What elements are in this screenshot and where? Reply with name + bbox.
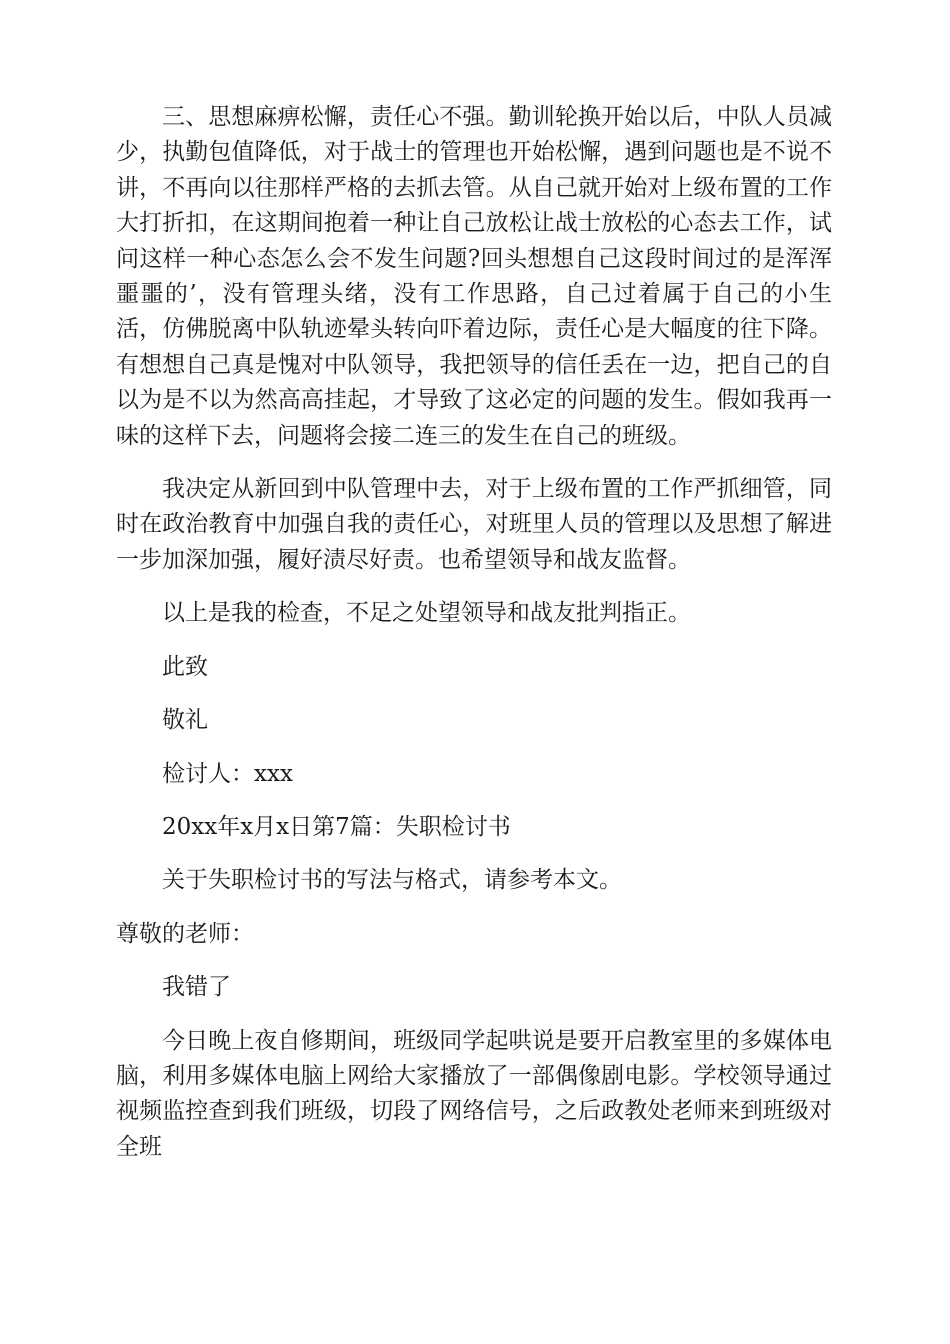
document-page (116, 100, 832, 1165)
paragraph-incident: 今日晚上夜自修期间，班级同学起哄说是要开启教室里的多媒体电脑，利用多媒体电脑上网给大家播放了一部偶像剧电影。学校领导通过视频监控查到我们班级，切段了网络信号，之后政教处老师来到班级对全班 (116, 1027, 832, 1160)
signature-line: 检讨人：xxx (162, 760, 293, 787)
paragraph-resolution: 我决定从新回到中队管理中去，对于上级布置的工作严抓细管，同时在政治教育中加强自我的责任心，对班里人员的管理以及思想了解进一步加深加强，履好渍尽好责。也希望领导和战友监督。 (116, 476, 832, 573)
closing-salutation: 此致 (162, 653, 208, 680)
paragraph-responsibility: 三、思想麻痹松懈，责任心不强。勤训轮换开始以后，中队人员减少，执勤包值降低，对于战士的管理也开始松懈，遇到问题也是不说不讲，不再向以往那样严格的去抓去管。从自己就开始对上级布置的工作大打折扣，在这期间抱着一种让自己放松让战士放松的心态去工作，试问这样一种心态怎么会不发生问题?回头想想自己这段时间过的是浑浑噩噩的’，没有管理头绪，没有工作思路，自己过着属于自己的小生活，仿佛脱离中队轨迹晕头转向吓着边际，责任心是大幅度的往下降。有想想自己真是愧对中队领导，我把领导的信任丢在一边，把自己的自以为是不以为然高高挂起，才导致了这必定的问题的发生。假如我再一味的这样下去，问题将会接二连三的发生在自己的班级。 (116, 104, 832, 449)
paragraph-conclusion: 以上是我的检查，不足之处望领导和战友批判指正。 (162, 600, 691, 627)
closing-regards: 敬礼 (162, 707, 208, 734)
letter-greeting: 尊敬的老师： (116, 920, 254, 947)
paragraph-apology: 我错了 (162, 974, 231, 1001)
paragraph-intro: 关于失职检讨书的写法与格式，请参考本文。 (162, 867, 622, 894)
date-and-section-title: 20xx年x月x日第7篇：失职检讨书 (162, 813, 511, 840)
